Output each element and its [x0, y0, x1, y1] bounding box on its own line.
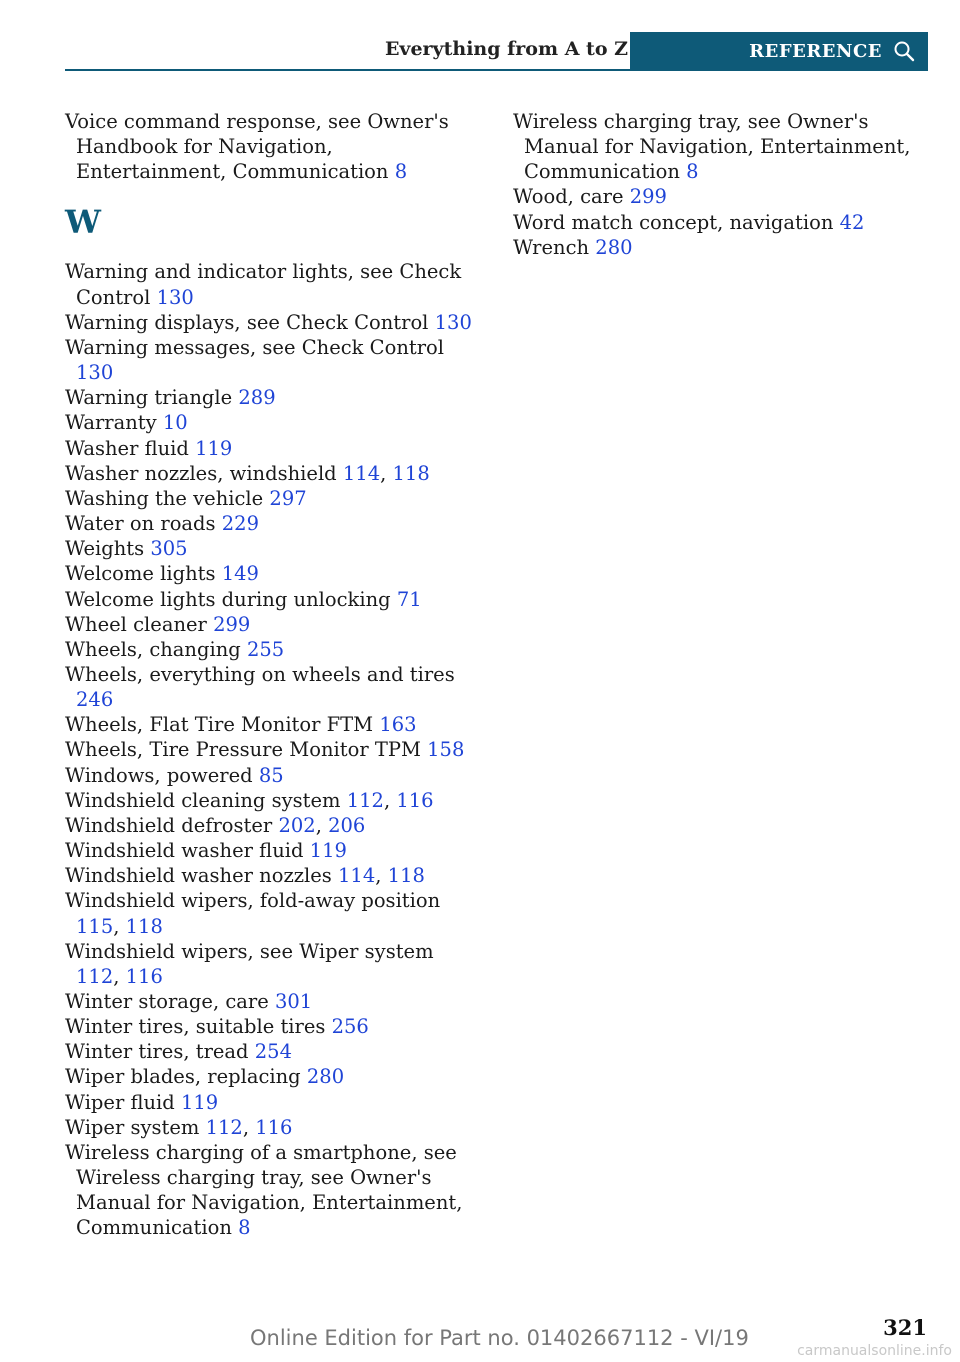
page-reference-link[interactable]: 8	[238, 1216, 251, 1240]
page-reference-link[interactable]: 42	[839, 210, 865, 234]
index-entry	[65, 486, 475, 511]
index-entry	[65, 737, 475, 762]
index-entry-text: Windshield defroster	[65, 813, 273, 837]
page-reference-link[interactable]: 202	[278, 813, 316, 837]
page-reference-link[interactable]: 114	[342, 461, 381, 485]
page-reference-link[interactable]: 112	[205, 1115, 243, 1139]
index-entry	[65, 310, 475, 335]
index-letter-heading: W	[65, 203, 101, 242]
index-entry	[65, 838, 475, 863]
page-reference-link[interactable]: 8	[686, 160, 699, 184]
index-entry	[513, 184, 928, 209]
page-reference-link[interactable]: 71	[396, 587, 422, 611]
page-reference-link[interactable]: 299	[629, 185, 667, 209]
page-reference-link[interactable]: 301	[274, 990, 313, 1013]
index-entry-text: Wireless charging tray, see Owner's Manual for Navigation, Entertainment, Communication	[513, 110, 911, 184]
index-entry-text: Wireless charging of a smartphone, see Wireless charging tray, see Owner's Manual for Navigation, Entertainment, Communication	[65, 1140, 463, 1240]
index-entry	[65, 1090, 475, 1115]
index-entry	[65, 410, 475, 435]
index-entry	[65, 612, 475, 637]
index-entry: Windshield wipers, see Wiper system 112, 116	[65, 939, 434, 988]
index-entry	[65, 561, 475, 586]
page-reference-link[interactable]: 299	[213, 612, 251, 636]
index-entry	[65, 259, 475, 309]
index-entry	[65, 436, 475, 461]
index-entry-text: Wheels, Tire Pressure Monitor TPM	[65, 738, 421, 762]
index-entry	[65, 1039, 475, 1064]
index-entry-text: Windshield cleaning system	[65, 788, 341, 812]
index-entry: Windshield washer nozzles 114, 118	[65, 864, 425, 888]
page-reference-link[interactable]: 206	[328, 813, 366, 837]
index-entry: Windshield wipers, fold-away position 115, 118	[65, 889, 441, 938]
page-reference-link[interactable]: 246	[76, 688, 114, 712]
page-reference-link[interactable]: 289	[238, 386, 276, 410]
index-entry: Windshield cleaning system 112, 116	[65, 788, 434, 812]
index-entry-text: Wood, care	[513, 185, 624, 209]
index-entry	[65, 763, 475, 788]
index-entry	[65, 1014, 475, 1039]
index-entry-text: Word match concept, navigation	[513, 210, 834, 234]
index-entry	[65, 335, 475, 385]
index-entry	[65, 989, 475, 1014]
page-reference-link[interactable]: 10	[162, 411, 188, 435]
index-entry-text: Weights	[65, 537, 145, 561]
index-entry-text: Wheels, changing	[65, 637, 241, 661]
index-entry-text: Wiper blades, replacing	[65, 1065, 301, 1089]
index-entry	[65, 511, 475, 536]
index-entry	[65, 1064, 475, 1089]
page-reference-link[interactable]: 130	[76, 361, 114, 385]
page-reference-link[interactable]: 8	[394, 160, 408, 184]
page-reference-link[interactable]: 119	[180, 1090, 219, 1114]
page-reference-link[interactable]: 112	[76, 964, 114, 988]
page-reference-link[interactable]: 163	[379, 713, 417, 737]
index-entry-text: Voice command response, see Owner's Handbook for Navigation, Entertainment, Communication	[65, 110, 449, 184]
index-entry	[513, 210, 928, 235]
index-entry	[65, 385, 475, 410]
page-reference-link[interactable]: 119	[195, 436, 233, 460]
page-reference-link[interactable]: 112	[346, 788, 384, 812]
index-entry	[513, 235, 928, 260]
page-reference-link[interactable]: 118	[387, 864, 425, 888]
header-rule	[65, 69, 928, 71]
index-entry	[65, 587, 475, 612]
index-entry-text: Winter storage, care	[65, 990, 269, 1013]
reference-tab[interactable]	[630, 32, 928, 70]
page-reference-link[interactable]: 116	[255, 1115, 293, 1139]
page-reference-link[interactable]: 305	[150, 537, 188, 561]
index-entry-text: Washer nozzles, windshield	[65, 461, 337, 485]
index-entry	[65, 536, 475, 561]
page-reference-link[interactable]: 116	[125, 964, 163, 988]
page-number: 321	[883, 1315, 927, 1340]
page-reference-link[interactable]: 118	[392, 461, 430, 485]
page-reference-link[interactable]: 85	[258, 763, 284, 787]
page-reference-link[interactable]: 254	[254, 1040, 292, 1064]
page-reference-link[interactable]: 130	[434, 310, 472, 334]
page-reference-link[interactable]: 256	[331, 1015, 369, 1039]
index-column-left	[65, 109, 475, 1241]
index-entry: Windshield defroster 202, 206	[65, 813, 366, 837]
index-entry-text: Wiper fluid	[65, 1090, 175, 1114]
index-entry	[513, 109, 928, 184]
index-entry: Washer nozzles, windshield 114, 118	[65, 461, 430, 485]
page-reference-link[interactable]: 115	[76, 914, 114, 938]
index-entry-text: Windshield washer fluid	[65, 839, 304, 863]
index-entry-text: Windshield washer nozzles	[65, 864, 332, 888]
page-reference-link[interactable]: 116	[396, 788, 434, 812]
search-icon[interactable]	[892, 39, 916, 63]
index-entry	[65, 109, 475, 184]
index-entry-text: Wheel cleaner	[65, 612, 207, 636]
index-entry-text: Windows, powered	[65, 763, 253, 787]
index-entry	[65, 712, 475, 737]
index-entry-text: Welcome lights	[65, 562, 216, 586]
index-entry-text: Washing the vehicle	[65, 486, 264, 510]
index-column-right	[513, 109, 928, 260]
index-entry-text: Wrench	[513, 235, 590, 259]
page-reference-link[interactable]: 149	[221, 562, 259, 586]
index-entry-text: Winter tires, suitable tires	[65, 1015, 326, 1039]
index-entry-text: Washer fluid	[65, 436, 189, 460]
index-entry-text: Water on roads	[65, 512, 216, 536]
index-entry-text: Windshield wipers, see Wiper system	[65, 939, 434, 963]
index-entry-text: Warranty	[65, 411, 157, 435]
page-reference-link[interactable]: 280	[595, 235, 633, 259]
page-reference-link[interactable]: 114	[338, 864, 376, 888]
index-entry-text: Warning messages, see Check Control	[65, 335, 445, 359]
index-entry	[65, 1140, 475, 1241]
index-entry	[65, 662, 475, 712]
watermark: carmanualsonline.info	[797, 1343, 952, 1359]
index-entry-text: Wheels, everything on wheels and tires	[65, 662, 455, 686]
index-entry	[65, 637, 475, 662]
page-reference-link[interactable]: 130	[156, 285, 194, 309]
index-entry-text: Warning displays, see Check Control	[65, 310, 429, 334]
reference-tab-label: REFERENCE	[749, 40, 882, 62]
page-reference-link[interactable]: 280	[306, 1065, 345, 1089]
index-entry-text: Welcome lights during unlocking	[65, 587, 391, 611]
page-reference-link[interactable]: 255	[246, 637, 285, 661]
page-reference-link[interactable]: 297	[269, 486, 307, 510]
index-entry: Wiper system 112, 116	[65, 1115, 293, 1139]
index-entry-text: Warning triangle	[65, 386, 233, 410]
page-reference-link[interactable]: 119	[309, 839, 347, 863]
index-entry-text: Wiper system	[65, 1115, 200, 1139]
page-reference-link[interactable]: 158	[427, 738, 465, 762]
index-entry-text: Warning and indicator lights, see Check Control	[65, 260, 462, 309]
page-reference-link[interactable]: 118	[125, 914, 163, 938]
edition-footer: Online Edition for Part no. 01402667112 - VI/19	[250, 1326, 749, 1350]
page-header	[65, 32, 928, 70]
page-reference-link[interactable]: 229	[221, 512, 259, 536]
section-title: Everything from A to Z	[384, 38, 628, 60]
index-entry-text: Wheels, Flat Tire Monitor FTM	[65, 713, 374, 737]
index-entry-text: Winter tires, tread	[65, 1040, 249, 1064]
index-entry-text: Windshield wipers, fold-away position	[65, 889, 441, 913]
